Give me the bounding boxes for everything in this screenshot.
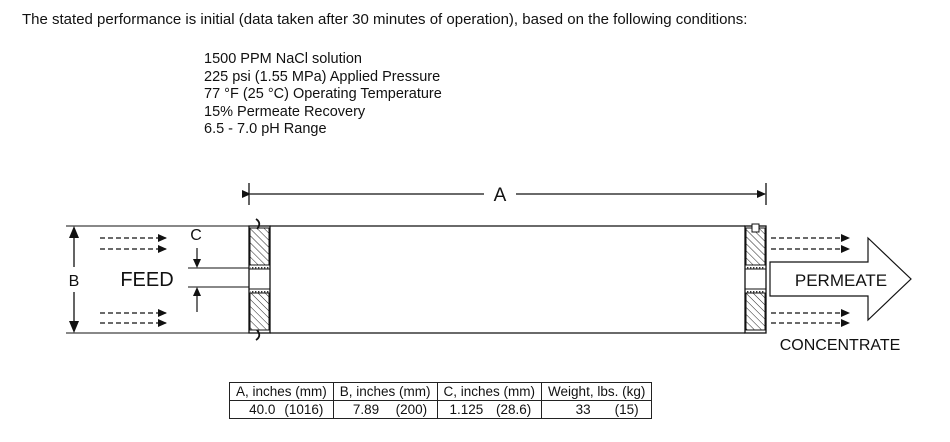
table-header-weight: Weight, lbs. (kg) xyxy=(542,383,652,401)
table-cell-c xyxy=(437,401,542,419)
dimension-c-label: C xyxy=(190,227,202,244)
cell-value: 40.0 xyxy=(249,401,276,417)
table-header-row xyxy=(230,383,652,401)
permeate-label: PERMEATE xyxy=(794,271,888,290)
concentrate-label: CONCENTRATE xyxy=(779,337,901,354)
dimension-b-label: B xyxy=(68,273,80,290)
right-end-cap xyxy=(745,224,766,333)
condition-item: 225 psi (1.55 MPa) Applied Pressure xyxy=(204,68,441,85)
condition-item: 15% Permeate Recovery xyxy=(204,103,366,120)
left-end-cap xyxy=(249,219,270,340)
table-header-a: A, inches (mm) xyxy=(230,383,334,401)
intro-text: The stated performance is initial (data taken after 30 minutes of operation), based on the following conditions: xyxy=(22,11,748,28)
table-cell-a xyxy=(230,401,334,419)
dimension-c xyxy=(188,226,249,312)
table-cell-b xyxy=(333,401,437,419)
cell-value-metric: (28.6) xyxy=(496,401,532,417)
cell-value: 1.125 xyxy=(449,401,484,417)
table-cell-weight xyxy=(542,401,652,419)
table-header-b: B, inches (mm) xyxy=(333,383,437,401)
condition-item: 77 °F (25 °C) Operating Temperature xyxy=(204,86,442,102)
cell-value-metric: (200) xyxy=(395,401,428,417)
dimension-a xyxy=(249,183,766,206)
cell-value: 33 xyxy=(575,401,591,417)
condition-item: 1500 PPM NaCl solution xyxy=(204,51,362,67)
table-row xyxy=(230,401,652,419)
dimension-a-label: A xyxy=(493,185,507,206)
feed-label: FEED xyxy=(120,269,174,291)
permeate-arrow xyxy=(770,238,911,320)
membrane-element-body xyxy=(270,226,745,333)
condition-item: 6.5 - 7.0 pH Range xyxy=(204,121,327,137)
table-header-c: C, inches (mm) xyxy=(437,383,542,401)
cell-value: 7.89 xyxy=(352,401,380,417)
cell-value-metric: (1016) xyxy=(284,401,324,417)
cell-value-metric: (15) xyxy=(614,401,639,417)
dimensions-table xyxy=(229,382,652,419)
